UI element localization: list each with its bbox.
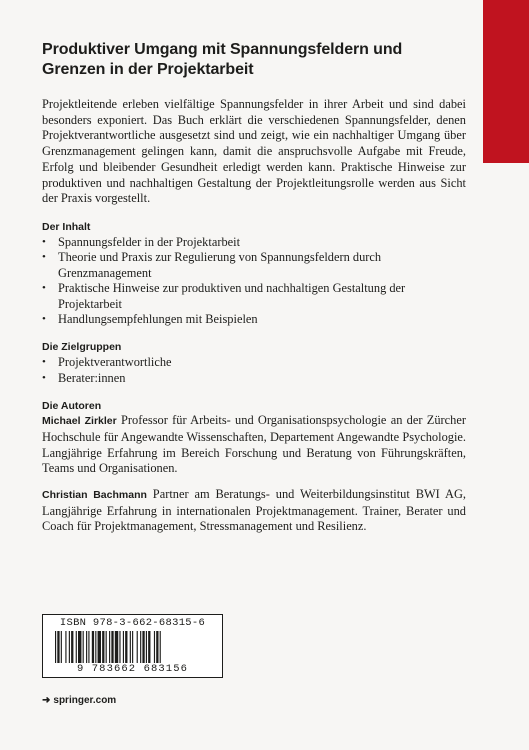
barcode-bar	[83, 631, 84, 663]
contents-list	[42, 235, 466, 327]
barcode-bar	[123, 631, 124, 663]
barcode-bar	[115, 631, 118, 663]
isbn-label: ISBN 978-3-662-68315-6	[59, 617, 206, 629]
author-name: Michael Zirkler	[42, 415, 117, 428]
contents-heading: Der Inhalt	[42, 220, 91, 233]
list-item: • Berater:innen	[42, 371, 466, 386]
barcode-bar	[156, 631, 158, 663]
author-bio: Professor für Arbeits- und Organisationspsychologie an der Zürcher Hochschule für Angewandte Wissenschaften, Departement Angewandte Psychologie. Langjährige Erfahrung im Bereich Forschung und Beratung von Führungskräften, Teams und Organisationen.	[42, 413, 467, 476]
barcode-bar	[154, 631, 155, 663]
barcode-bar	[55, 631, 56, 663]
list-item: • Handlungsempfehlungen mit Beispielen	[42, 312, 466, 327]
target-groups-heading: Die Zielgruppen	[42, 341, 122, 354]
barcode-bar	[95, 631, 96, 663]
authors-heading: Die Autoren	[42, 400, 102, 413]
list-item: • Projektverantwortliche	[42, 355, 466, 370]
barcode-bar	[140, 631, 141, 663]
list-item: • Praktische Hinweise zur produktiven und nachhaltigen Gestaltung der Projektarbeit	[42, 281, 466, 312]
intro-section	[42, 97, 466, 207]
publisher-url: springer.com	[53, 695, 117, 706]
barcode-bar	[92, 631, 94, 663]
book-title: Produktiver Umgang mit Spannungsfeldern und Grenzen in der Projektarbeit	[42, 41, 403, 78]
barcode-bar	[61, 631, 62, 663]
back-cover-content	[42, 40, 466, 535]
barcode-bar	[130, 631, 131, 663]
list-item: • Spannungsfelder in der Projektarbeit	[42, 235, 466, 250]
barcode-bar	[98, 631, 101, 663]
author-entry	[42, 487, 466, 535]
barcode-bar	[106, 631, 107, 663]
barcode-bar	[160, 631, 161, 663]
red-accent-bar	[483, 0, 529, 163]
author-entry	[42, 413, 466, 477]
barcode-bar	[102, 631, 104, 663]
barcode-bar	[142, 631, 144, 663]
barcode-bar	[132, 631, 133, 663]
barcode-bar	[69, 631, 70, 663]
barcode-bar	[148, 631, 150, 663]
barcode-bar	[111, 631, 113, 663]
author-name: Christian Bachmann	[42, 488, 147, 501]
barcode-bar	[65, 631, 66, 663]
arrow-icon: ➜	[42, 695, 51, 706]
barcode-bar	[71, 631, 73, 663]
barcode-bar	[76, 631, 77, 663]
barcode-bar	[119, 631, 120, 663]
intro-paragraph: Projektleitende erleben vielfältige Spannungsfelder in ihrer Arbeit und sind dabei besonders exponiert. Das Buch erklärt die verschiedenen Spannungsfelder, denen Projektverantwortliche ausgesetzt sind und zeigt, wie ein nachhaltiger Umgang über Grenzmanagement gelingen kann, damit die anspruchsvolle Aufgabe mit Freude, Erfolg und bleibender Gesundheit erledigt werden kann. Praktische Hinweise zur produktiven und nachhaltigen Gestaltung der Projektleitungsrolle werden aus Sicht der Praxis vorgestellt.	[42, 97, 466, 206]
isbn-barcode	[42, 614, 223, 678]
barcode-bar	[57, 631, 59, 663]
author-bio: Partner am Beratungs- und Weiterbildungsinstitut BWI AG, Langjährige Erfahrung in internationalen Projektmanagement. Trainer, Berater und Coach für Projektmanagement, Stressmanagement und Resilienz.	[42, 486, 466, 534]
barcode-bar	[137, 631, 138, 663]
barcode-bar	[146, 631, 147, 663]
barcode-bar	[78, 631, 81, 663]
barcode-bar	[109, 631, 110, 663]
list-item: • Theorie und Praxis zur Regulierung von Spannungsfeldern durch Grenzmanagement	[42, 250, 466, 281]
barcode-bars	[55, 631, 210, 665]
barcode-bar	[125, 631, 127, 663]
target-groups-list	[42, 355, 466, 386]
barcode-bar	[88, 631, 89, 663]
barcode-digits: 9 783662 683156	[76, 663, 188, 675]
barcode-bar	[86, 631, 87, 663]
publisher-link[interactable]	[42, 695, 116, 706]
